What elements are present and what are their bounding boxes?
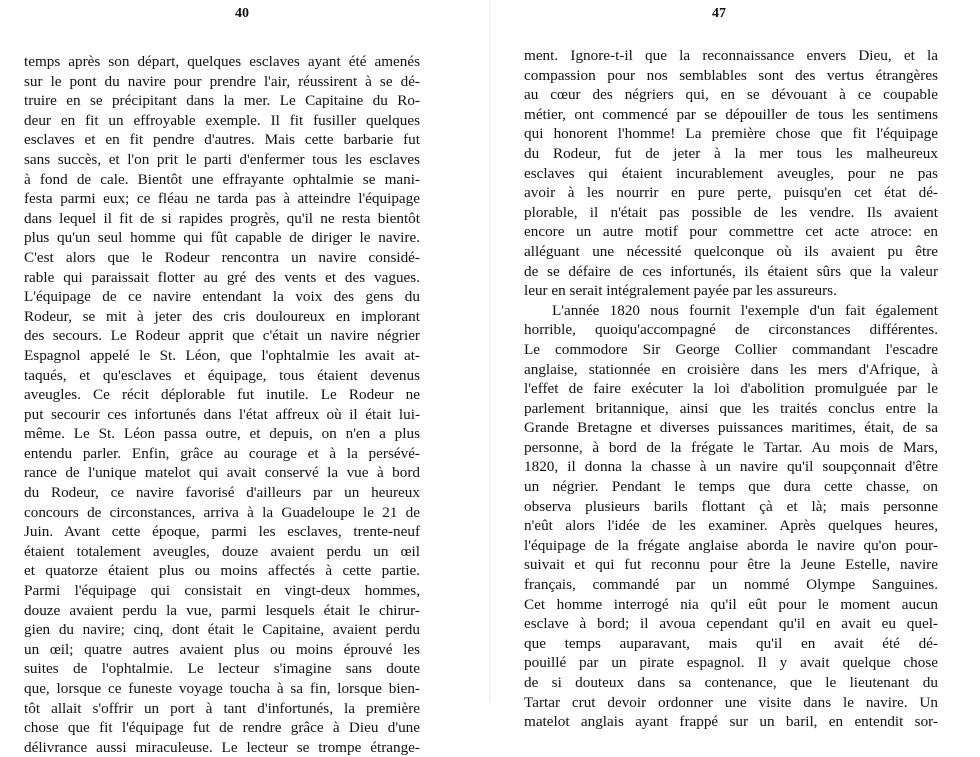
left-page-text (24, 52, 420, 757)
text-line: anglaise, stationnée en croisière dans les mers d'Afrique, à (524, 360, 938, 378)
text-line: encore un autre motif pour commettre cet acte atroce: en (524, 223, 938, 241)
page-number-right: 47 (712, 6, 726, 21)
text-line: esclaves qui étaient incurablement aveugles, pour ne pas (524, 164, 938, 182)
text-line: du Rodeur, ce navire favorisé d'ailleurs par un heureux (24, 484, 420, 502)
text-line: entendu parler. Enfin, grâce au courage et à la persévé- (24, 444, 420, 462)
text-line: sur le pont du navire pour prendre l'air, réussirent à se dé- (24, 72, 420, 90)
text-line: taqués, et qu'esclaves et équipage, tous étaient devenus (24, 366, 420, 384)
text-line: leur en serait intégralement payée par les assureurs. (524, 282, 837, 300)
text-line: temps après son départ, quelques esclaves ayant été amenés (24, 53, 420, 70)
text-line: L'équipage de ce navire entendant la voix des gens du (24, 288, 420, 306)
text-line: esclave à bord; il avoua cependant qu'il en avait eu quel- (524, 615, 938, 633)
text-line: délivrance aussi miraculeuse. Le lecteur se trompe étrange- (24, 738, 420, 756)
text-line: matelot anglais ayant frappé sur un baril, en entendit sor- (524, 713, 938, 731)
text-line: français, commandé par un nommé Olympe Sanguines. (524, 576, 938, 594)
text-line: des secours. Le Rodeur apprit que c'était un navire négrier (24, 327, 420, 345)
text-line: métier, ont commencé par se dépouiller de tous les sentimens (524, 105, 938, 123)
text-line: festa parmi eux; ce fléau ne tarda pas à atteindre l'équipage (24, 190, 420, 208)
right-page (490, 0, 980, 731)
text-line: Rodeur, se mit à jeter des cris douloureux en implorant (24, 307, 420, 325)
text-line: suites de l'ophtalmie. Le lecteur s'imagine sans doute (24, 660, 420, 678)
text-line: aveugles. Ce récit déplorable fut inutile. Le Rodeur ne (24, 386, 420, 404)
text-line: esclaves et en fit pendre d'autres. Mais cette barbarie fut (24, 131, 420, 149)
text-line: tôt allait s'offrir un port à tant d'infortunés, la première (24, 699, 420, 717)
text-line: C'est alors que le Rodeur rencontra un navire considé- (24, 248, 420, 266)
text-line: Espagnol appelé le St. Léon, que l'ophtalmie les avait at- (24, 346, 420, 364)
text-line: dans lequel il fit de si rapides progrès, qu'il ne resta bientôt (24, 209, 420, 227)
text-line: put secourir ces infortunés dans l'état affreux où il était lui- (24, 405, 420, 423)
text-line: l'effet de faire exécuter la loi d'abolition promulguée par le (524, 380, 938, 398)
text-line: 1820, il donna la chasse à un navire qu'il soupçonnait d'être (524, 458, 938, 476)
text-line: que, lorsque ce funeste voyage toucha à sa fin, lorsque bien- (24, 680, 420, 697)
text-line: même. Le St. Léon passa outre, et depuis, on n'en a plus (24, 425, 420, 443)
text-line: Parmi l'équipage qui consistait en vingt-deux hommes, (24, 582, 420, 600)
text-line: sans succès, et l'on prit le parti d'enfermer tous les esclaves (24, 150, 420, 168)
text-line: rance de l'unique matelot qui avait conservé la vue à bord (24, 464, 420, 482)
text-line: concours de circonstances, arriva à la Guadeloupe le 21 de (24, 503, 420, 521)
text-line: deur en fit un effroyable exemple. Il fit fusiller quelques (24, 111, 420, 129)
text-line: rable qui paraissait flotter au gré des vents et des vagues. (24, 268, 420, 286)
page-number-left: 40 (235, 6, 249, 21)
text-line: Grande Bretagne et diverses puissances maritimes, était, de sa (524, 419, 938, 437)
text-line: à fond de cale. Bientôt une effrayante ophtalmie se mani- (24, 170, 420, 188)
text-line: un œil; quatre autres avaient plus ou moins éprouvé les (24, 640, 420, 658)
left-page (0, 0, 490, 756)
text-line: Juin. Avant cette époque, parmi les esclaves, trente-neuf (24, 523, 420, 541)
text-line: plorable, il n'était pas possible de les vendre. Ils avaient (524, 203, 938, 221)
text-line: personne, à bord de la frégate le Tartar. Au mois de Mars, (524, 438, 938, 456)
paragraph-start: L'année 1820 nous fournit l'exemple d'un fait également (552, 301, 938, 319)
text-line: gien du navire; cinq, dont était le Capitaine, avaient perdu (24, 621, 420, 639)
text-line: n'eût alors l'idée de les examiner. Après quelques heures, (524, 517, 938, 535)
text-line: et quatorze étaient plus ou moins affectés à cette partie. (24, 562, 420, 580)
text-line: suivait et qui fut reconnu pour être la Jeune Estelle, navire (524, 556, 938, 574)
right-page-text (524, 46, 938, 732)
text-line: plus qu'un seul homme qui fût capable de diriger le navire. (24, 229, 420, 247)
text-line: truire en se précipitant dans la mer. Le Capitaine du Ro- (24, 92, 420, 110)
text-line: l'équipage de la frégate anglaise aborda le navire qu'on pour- (524, 536, 938, 554)
text-line: qui honorent l'homme! La première chose que fit l'équipage (524, 125, 938, 143)
text-line: chose que fit l'équipage fut de rendre grâce à Dieu d'une (24, 719, 420, 737)
text-line: alléguant une nécessité quelconque où ils avaient pu être (524, 242, 938, 260)
text-line: observa plusieurs barils flottant çà et là; mais personne (524, 497, 938, 515)
text-line: douze avaient perdu la vue, parmi lesquels était le chirur- (24, 601, 420, 619)
text-line: pouillé par un pirate espagnol. Il y avait quelque chose (524, 654, 938, 672)
text-line: du Rodeur, fut de jeter à la mer tous les malheureux (524, 144, 938, 162)
text-line: parlement britannique, ainsi que les traités conclus entre la (524, 399, 938, 417)
text-line: avoir à les nourrir en pure perte, puisqu'en cet état dé- (524, 184, 938, 202)
text-line: Cet homme interrogé nia qu'il eût pour le moment aucun (524, 595, 938, 613)
text-line: de se défaire de ces infortunés, ils étaient sûrs que la valeur (524, 262, 938, 280)
text-line: Tartar crut devoir ordonner une visite dans le navire. Un (524, 693, 938, 711)
text-line: ment. Ignore-t-il que la reconnaissance envers Dieu, et la (524, 47, 938, 64)
text-line: horrible, quoiqu'accompagné de circonstances différentes. (524, 321, 938, 339)
text-line: de si douteux dans sa contenance, que le lieutenant du (524, 674, 938, 691)
text-line: un négrier. Pendant le temps que dura cette chasse, on (524, 478, 938, 496)
text-line: compassion pour nos semblables sont des vertus étrangères (524, 66, 938, 84)
text-line: étaient totalement aveugles, douze avaient perdu un œil (24, 542, 420, 560)
text-line: que temps auparavant, mais qu'il en avait été dé- (524, 634, 938, 652)
text-line: au cœur des négriers qui, en se dévouant à ce coupable (524, 86, 938, 104)
text-line: Le commodore Sir George Collier commandant l'escadre (524, 340, 938, 358)
